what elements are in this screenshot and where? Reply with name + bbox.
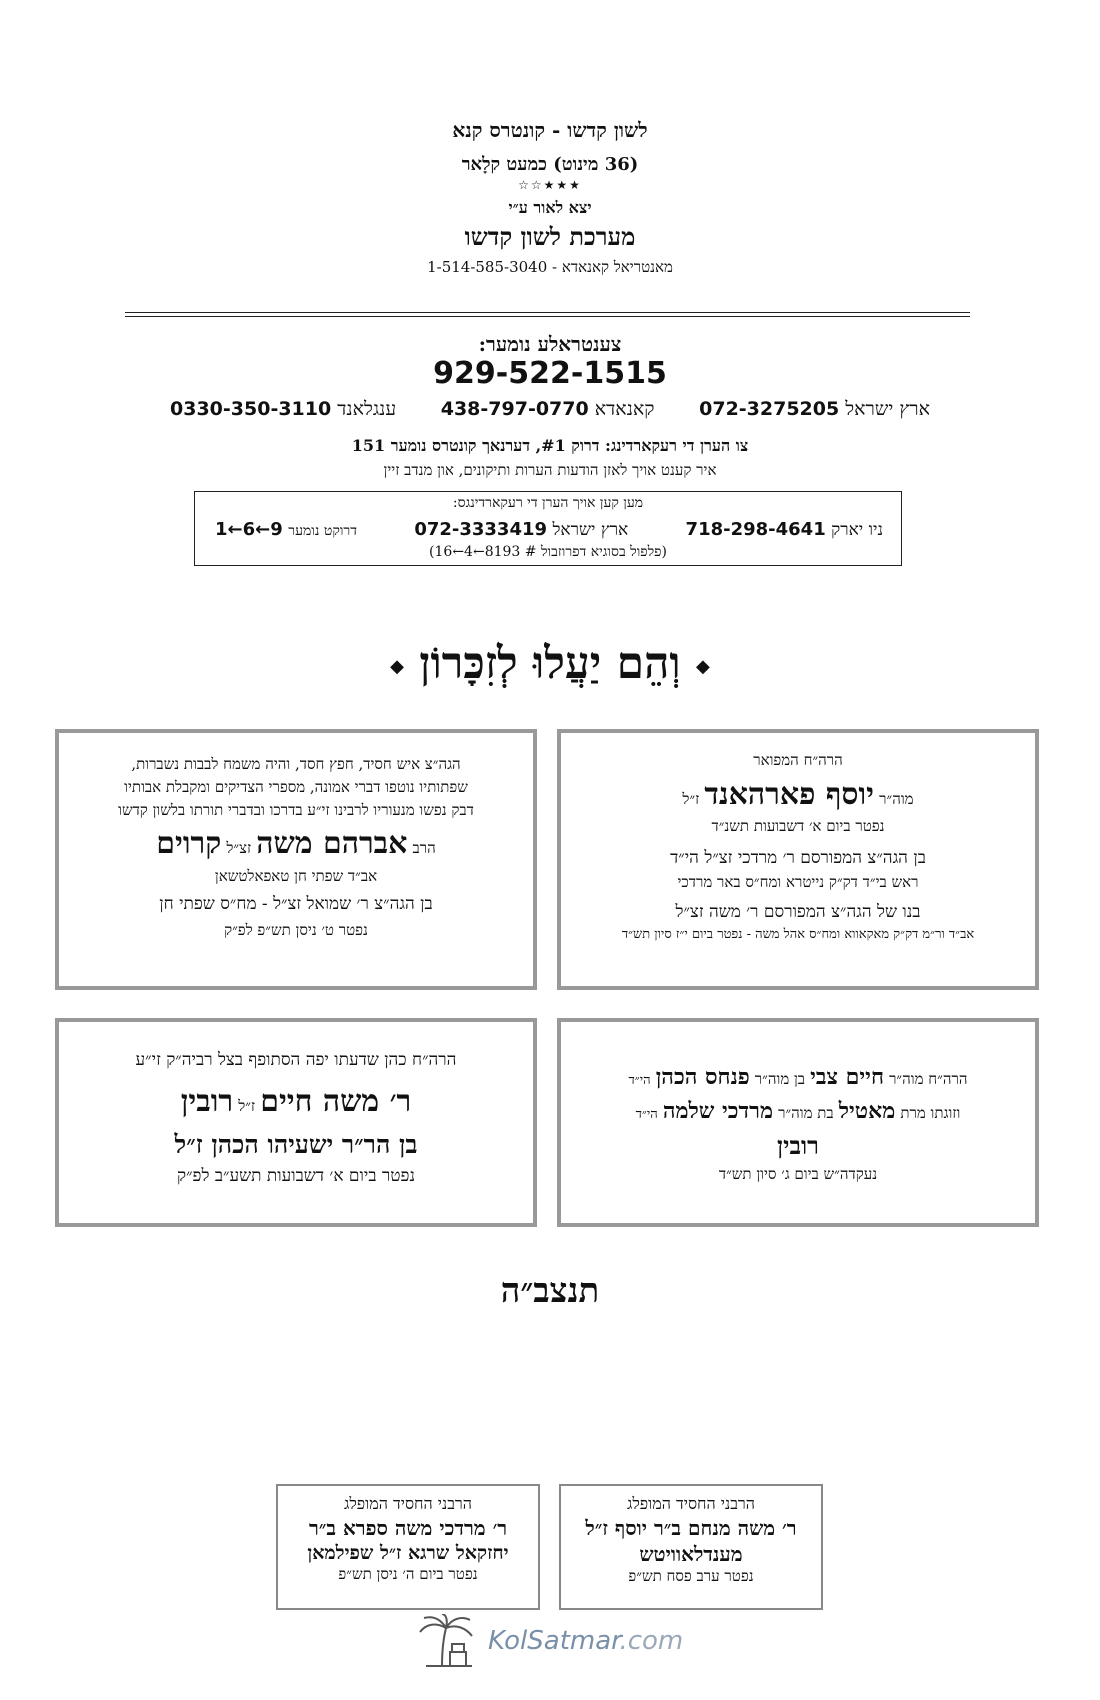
recordings-instructions: צו הערן די רעקארדינג: דרוק #1, דערנאך קונטרס נומער 151: [351, 436, 749, 455]
divider-bottom: [125, 316, 970, 317]
memorial-line: נפטר ביום ה׳ ניסן תש״פ: [338, 1565, 478, 1584]
memorial-box-kroim: [55, 729, 537, 990]
recbox-ny-label: ניו יארק: [831, 520, 883, 540]
memorial-line: נפטר ט׳ ניסן תש״פ לפ״ק: [224, 920, 368, 939]
recbox-phones: [215, 519, 883, 540]
phone-number: 438-797-0770: [440, 398, 589, 420]
phone-number: 072-3275205: [699, 398, 840, 420]
diamond-icon: ◆: [390, 656, 404, 677]
memorial-surname: רובין: [180, 1084, 234, 1120]
brand-suffix: .com: [619, 1626, 684, 1656]
divider-top: [125, 312, 970, 313]
memorial-text: הרב: [412, 839, 436, 858]
memorial-text: זצ״ל: [226, 839, 252, 858]
header-title: לשון קדשו - קונטרס קנא: [452, 118, 648, 142]
recbox-ny: [686, 519, 883, 540]
brand-name: [488, 1626, 683, 1656]
memorial-text: מוה״ר: [879, 789, 914, 808]
central-label: צענטראלע נומער:: [478, 332, 622, 356]
memorial-line: אב״ד ור״מ דק״ק מאקאווא ומח״ס אהל משה - נפטר ביום י״ז סיון תש״ד: [621, 927, 975, 943]
memorial-box-rubin-family: [557, 1018, 1039, 1227]
memorial-line: הגה״צ איש חסיד, חפץ חסד, והיה משמח לבבות נשברות,: [131, 755, 461, 773]
memorial-surname: יחזקאל שרגא ז״ל שפילמאן: [307, 1541, 509, 1564]
memorial-line: בן הגה״צ המפורסם ר׳ מרדכי זצ״ל הי״ד: [670, 848, 926, 868]
phone-canada: [441, 398, 655, 421]
palm-tree-icon: [416, 1614, 476, 1672]
memorial-name-line: [59, 825, 533, 863]
memorial-text: ז״ל: [682, 789, 700, 808]
phone-country: ארץ ישראל: [845, 398, 930, 420]
memorial-text: הרה״ח מוה״ר: [889, 1070, 968, 1088]
memorial-name: יוסף פארהאנד: [704, 776, 875, 812]
memorial-line: בן הגה״צ ר׳ שמואל זצ״ל - מח״ס שפתי חן: [159, 893, 433, 914]
phone-country: קאנאדא: [594, 398, 655, 420]
phone-number: 0330-350-3110: [170, 398, 332, 420]
recbox-press-seq: 9←6←1: [215, 519, 283, 540]
zikaron-title: [0, 638, 1100, 689]
recordings-box: [194, 491, 902, 566]
recbox-footnote: (פלפול בסוגיא דפרוזבול # 8193←4←16): [429, 544, 667, 560]
memorial-surname: קרוים: [156, 826, 222, 862]
comments-note: איר קענט אויך לאזן הודעות הערות ותיקונים, און מנדב זיין: [383, 461, 717, 479]
recbox-press-label: דרוקט נומער: [288, 523, 358, 539]
memorial-surname: רובין: [777, 1131, 819, 1160]
memorial-name-line: [561, 776, 1035, 814]
memorial-text: בן מוה״ר: [754, 1070, 806, 1088]
phone-england: [170, 398, 396, 421]
central-number: 929-522-1515: [433, 356, 667, 391]
memorial-box-farhand: [557, 729, 1039, 990]
memorial-text: הי״ד: [628, 1073, 651, 1088]
recbox-title: מען קען אויך הערן די רעקארדינגס:: [452, 495, 644, 511]
memorial-line: בנו של הגה״צ המפורסם ר׳ משה זצ״ל: [675, 902, 921, 922]
memorial-line: הרבני החסיד המופלג: [344, 1494, 472, 1513]
header: [0, 118, 1100, 276]
memorial-name: חיים צבי: [810, 1064, 884, 1090]
recbox-il-label: ארץ ישראל: [552, 520, 629, 540]
memorial-name: אברהם משה: [256, 826, 408, 862]
memorial-line: דבק נפשו מנעוריו לרבינו זי״ע בדרכו ובדברי תורתו בלשון קדשו: [118, 800, 474, 819]
memorial-line: הרה״ח כהן שדעתו יפה הסתופף בצל רביה״ק זי״ע: [135, 1050, 457, 1070]
memorial-text: הי״ד: [635, 1106, 658, 1122]
phone-israel: [699, 398, 930, 421]
memorial-name: ר׳ משה מנחם ב״ר יוסף ז״ל: [585, 1515, 797, 1540]
memorial-box-rubin: [55, 1018, 537, 1227]
memorial-line: הרה״ח המפואר: [753, 751, 843, 769]
diamond-icon: ◆: [696, 656, 710, 677]
tantzba: תנצב״ה: [500, 1271, 600, 1311]
memorial-line: שפתותיו נוטפו דברי אמונה, מספרי הצדיקים ומקבלת אבותיו: [124, 777, 468, 796]
memorial-line: הרבני החסיד המופלג: [627, 1494, 755, 1513]
memorial-surname: מענדלאוויטש: [639, 1541, 743, 1566]
memorial-name: ר׳ מרדכי משה ספרא ב״ר: [308, 1515, 508, 1540]
memorial-name: מרדכי שלמה: [662, 1097, 773, 1124]
publisher-name: מערכת לשון קדשו: [464, 222, 636, 252]
publisher-address: מאנטריאל קאנאדא - 1-514-585-3040: [427, 257, 673, 276]
phone-list: [170, 398, 930, 421]
rating-stars: ★★★☆☆: [518, 177, 582, 192]
zikaron-text: וְהֵם יַעֲלוּ לְזִכָּרוֹן: [419, 638, 681, 689]
memorial-name: ר׳ משה חיים: [260, 1084, 412, 1120]
publisher-intro: יצא לאור ע״י: [508, 197, 592, 217]
memorial-line: נעקדה״ש ביום ג׳ סיון תש״ד: [718, 1165, 878, 1183]
recbox-ny-number: 718-298-4641: [685, 519, 826, 540]
memorial-box-mendlovits: [559, 1484, 823, 1610]
memorial-name: פנחס הכהן: [655, 1064, 750, 1090]
memorial-text: וזוגתו מרת: [900, 1103, 961, 1122]
memorial-line: ראש בי״ד דק״ק נייטרא ומח״ס באר מרדכי: [677, 873, 919, 892]
memorial-text: בת מוה״ר: [778, 1103, 834, 1122]
kolsatmar-logo: [416, 1614, 696, 1672]
memorial-name-line: [561, 1098, 1035, 1126]
header-duration: (36 מינוט) כמעט קלָאר: [461, 154, 639, 175]
memorial-name-line: [59, 1083, 533, 1121]
recbox-press: [215, 519, 357, 540]
brand-text: KolSatmar: [488, 1626, 620, 1656]
memorial-name-line: [561, 1064, 1035, 1092]
memorial-line: נפטר ביום א׳ דשבועות תשנ״ד: [711, 817, 885, 836]
memorial-line: נפטר ערב פסח תש״פ: [628, 1566, 754, 1585]
memorial-line: נפטר ביום א׳ דשבועות תשע״ב לפ״ק: [177, 1166, 415, 1186]
recbox-il: [414, 519, 628, 540]
memorial-text: ז״ל: [238, 1097, 256, 1116]
memorial-name: מאטיל: [838, 1097, 896, 1124]
memorial-line: בן הר״ר ישעיהו הכהן ז״ל: [174, 1129, 418, 1159]
memorial-box-spielman: [276, 1484, 540, 1610]
memorial-line: אב״ד שפתי חן טאפאלטשאן: [214, 866, 378, 885]
recbox-il-number: 072-3333419: [414, 519, 548, 540]
phone-country: ענגלאנד: [337, 398, 397, 420]
